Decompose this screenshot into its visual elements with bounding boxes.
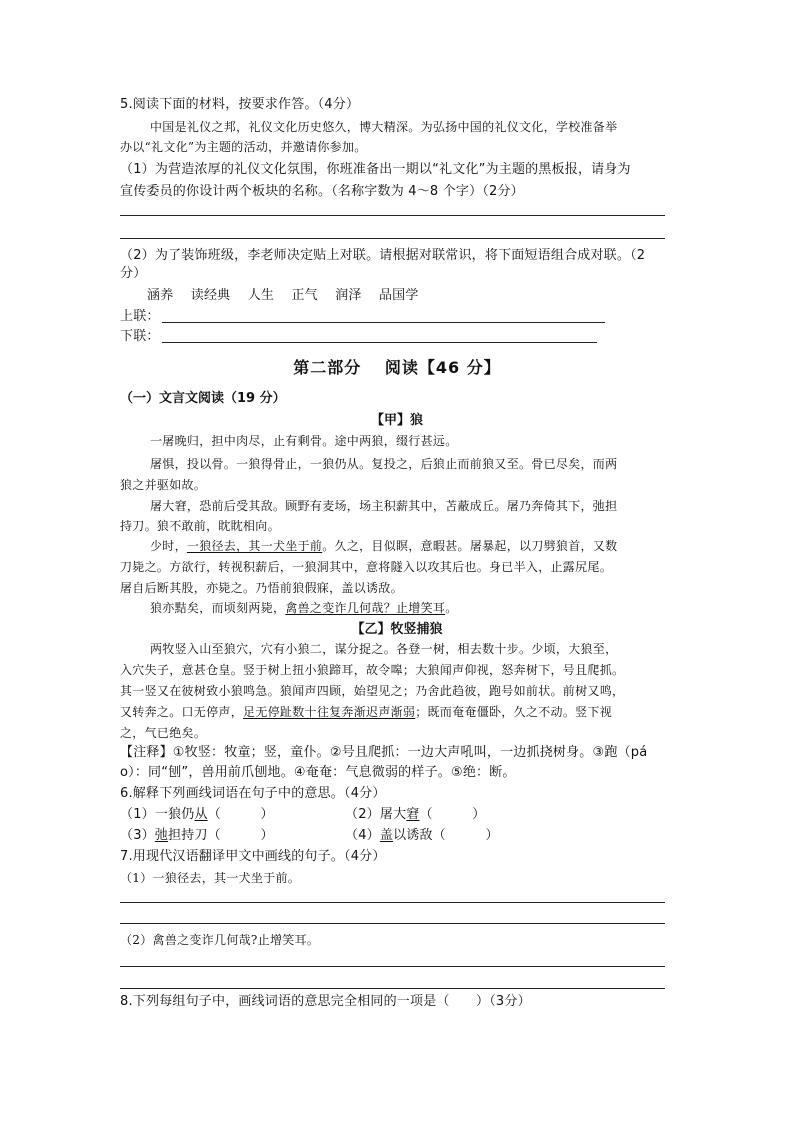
yi-line5: 之，气已绝矣。 [120, 726, 207, 740]
jia-p3-a: 屠大窘，恐前后受其敌。顾野有麦场，场主积薪其中，苫蔽成丘。屠乃奔倚其下，弛担 [150, 499, 618, 513]
answer-line[interactable] [120, 215, 665, 216]
text-run: （1）一狼仍 [120, 807, 195, 822]
text-run: 狼亦黠矣，而顷刻两毙， [150, 601, 286, 615]
upper-couplet-label: 上联： [120, 309, 160, 324]
answer-line[interactable] [120, 923, 665, 924]
text-run: ；既而奄奄僵卧，久之不动。竖下视 [415, 705, 613, 719]
q5-sub2-line1: （2）为了装饰班级，李老师决定贴上对联。请根据对联常识，将下面短语组合成对联。（2 [120, 248, 646, 263]
answer-line[interactable] [120, 238, 665, 239]
q7-sentence2: （2）禽兽之变诈几何哉?止增笑耳。 [120, 933, 320, 947]
answer-line[interactable] [120, 966, 665, 967]
phrase-list [147, 289, 419, 302]
answer-line[interactable] [120, 902, 665, 903]
yi-line2: 入穴失子，意甚仓皇。竖于树上扭小狼蹄耳，故令嗥；大狼闻声仰视，怒奔树下，号且爬抓。 [120, 663, 625, 677]
jia-p5 [150, 602, 458, 614]
q5-material-line2: 办以“礼文化”为主题的活动，并邀请你参加。 [120, 140, 367, 154]
phrase: 人生 [247, 288, 275, 303]
jia-p4-a [150, 540, 617, 552]
text-run: （3） [120, 828, 155, 843]
passage-jia-title: 【甲】狼 [370, 413, 423, 428]
yi-line3: 其一竖又在彼树致小狼鸣急。狼闻声四顾，始望见之；乃舍此趋彼，跑号如前状。前树又鸣， [120, 684, 625, 698]
underlined-word: 窘 [406, 807, 420, 822]
jia-p2-a: 屠惧，投以骨。一狼得骨止，一狼仍从。复投之，后狼止而前狼又至。骨已尽矣，而两 [150, 457, 618, 471]
q5-sub1-line1: （1）为营造浓厚的礼仪文化氛围，你班准备出一期以“礼文化”为主题的黑板报，请身为 [120, 162, 631, 177]
q5-title: 5.阅读下面的材料，按要求作答。（4分） [120, 97, 360, 112]
notes-line1: 【注释】①牧竖：牧童；竖，童仆。②号且爬抓：一边大声吼叫，一边抓挠树身。③跑（pá [120, 745, 648, 760]
q6-item1 [120, 808, 274, 821]
underlined-sentence-yi: 足无停趾数十往复奔渐迟声渐弱 [243, 705, 416, 719]
section-classical-reading: （一）文言文阅读（19 分） [120, 391, 286, 406]
upper-couplet-answer-line[interactable] [162, 322, 605, 323]
text-run: 。久之，目似瞑，意暇甚。屠暴起，以刀劈狼首，又数 [322, 539, 618, 553]
answer-blank[interactable]: 担持刀（ ） [168, 828, 274, 843]
underlined-sentence-2: 禽兽之变诈几何哉？止增笑耳 [285, 601, 446, 615]
q6-item3 [120, 829, 274, 842]
lower-couplet-answer-line[interactable] [162, 342, 597, 343]
underlined-word: 盖 [379, 828, 394, 843]
answer-line[interactable] [120, 988, 665, 989]
text-run: 又转奔之。口无停声， [120, 705, 244, 719]
yi-line4 [120, 706, 612, 718]
phrase: 涵养 [147, 288, 174, 303]
jia-p1: 一屠晚归，担中肉尽，止有剩骨。途中两狼，缀行甚远。 [150, 434, 458, 448]
underlined-word: 从 [194, 807, 208, 822]
text-run: （4） [345, 828, 380, 843]
q5-sub1-line2: 宣传委员的你设计两个板块的名称。（名称字数为 4～8 个字）（2分） [120, 184, 524, 199]
jia-p2-b: 狼之并驱如故。 [120, 478, 207, 492]
text-run: 。 [445, 601, 458, 615]
phrase: 读经典 [190, 288, 231, 303]
q7-sentence1: （1）一狼径去，其一犬坐于前。 [120, 871, 301, 885]
q6-item4 [345, 829, 499, 842]
jia-p4-c: 屠自后断其股，亦毙之。乃悟前狼假寐，盖以诱敌。 [120, 581, 403, 595]
notes-line2: o）：同“刨”，兽用前爪刨地。④奄奄：气息微弱的样子。⑤绝：断。 [120, 765, 516, 780]
phrase: 正气 [291, 288, 318, 303]
answer-blank[interactable]: 以诱敌（ ） [393, 828, 499, 843]
text-run: 少时， [150, 539, 187, 553]
q7-title: 7.用现代汉语翻译甲文中画线的句子。（4分） [120, 849, 386, 864]
passage-yi-title: 【乙】牧竖捕狼 [351, 622, 443, 637]
phrase: 品国学 [378, 288, 419, 303]
underlined-sentence-1: 一狼径去，其一犬坐于前 [186, 539, 323, 553]
lower-couplet-label: 下联： [120, 329, 160, 344]
q5-material-line1: 中国是礼仪之邦，礼仪文化历史悠久，博大精深。为弘扬中国的礼仪文化，学校准备举 [150, 120, 618, 134]
part2-heading: 第二部分 阅读【46 分】 [293, 358, 501, 377]
q6-title: 6.解释下列画线词语在句子中的意思。（4分） [120, 786, 386, 801]
q5-sub2-line2: 分） [120, 266, 147, 281]
jia-p3-b: 持刀。狼不敢前，眈眈相向。 [120, 519, 280, 533]
q8-title: 8.下列每组句子中，画线词语的意思完全相同的一项是（ ）（3分） [120, 994, 531, 1009]
text-run: （2）屠大 [345, 807, 407, 822]
answer-blank[interactable]: （ ） [419, 807, 486, 822]
answer-blank[interactable]: （ ） [207, 807, 274, 822]
q6-item2 [345, 808, 486, 821]
yi-line1: 两牧竖入山至狼穴，穴有小狼二，谋分捉之。各登一树，相去数十步。少顷，大狼至， [150, 642, 618, 656]
jia-p4-b: 刀毙之。方欲行，转视积薪后，一狼洞其中，意将隧入以攻其后也。身已半入，止露尻尾。 [120, 560, 613, 574]
underlined-word: 弛 [154, 828, 169, 843]
phrase: 润泽 [335, 288, 362, 303]
